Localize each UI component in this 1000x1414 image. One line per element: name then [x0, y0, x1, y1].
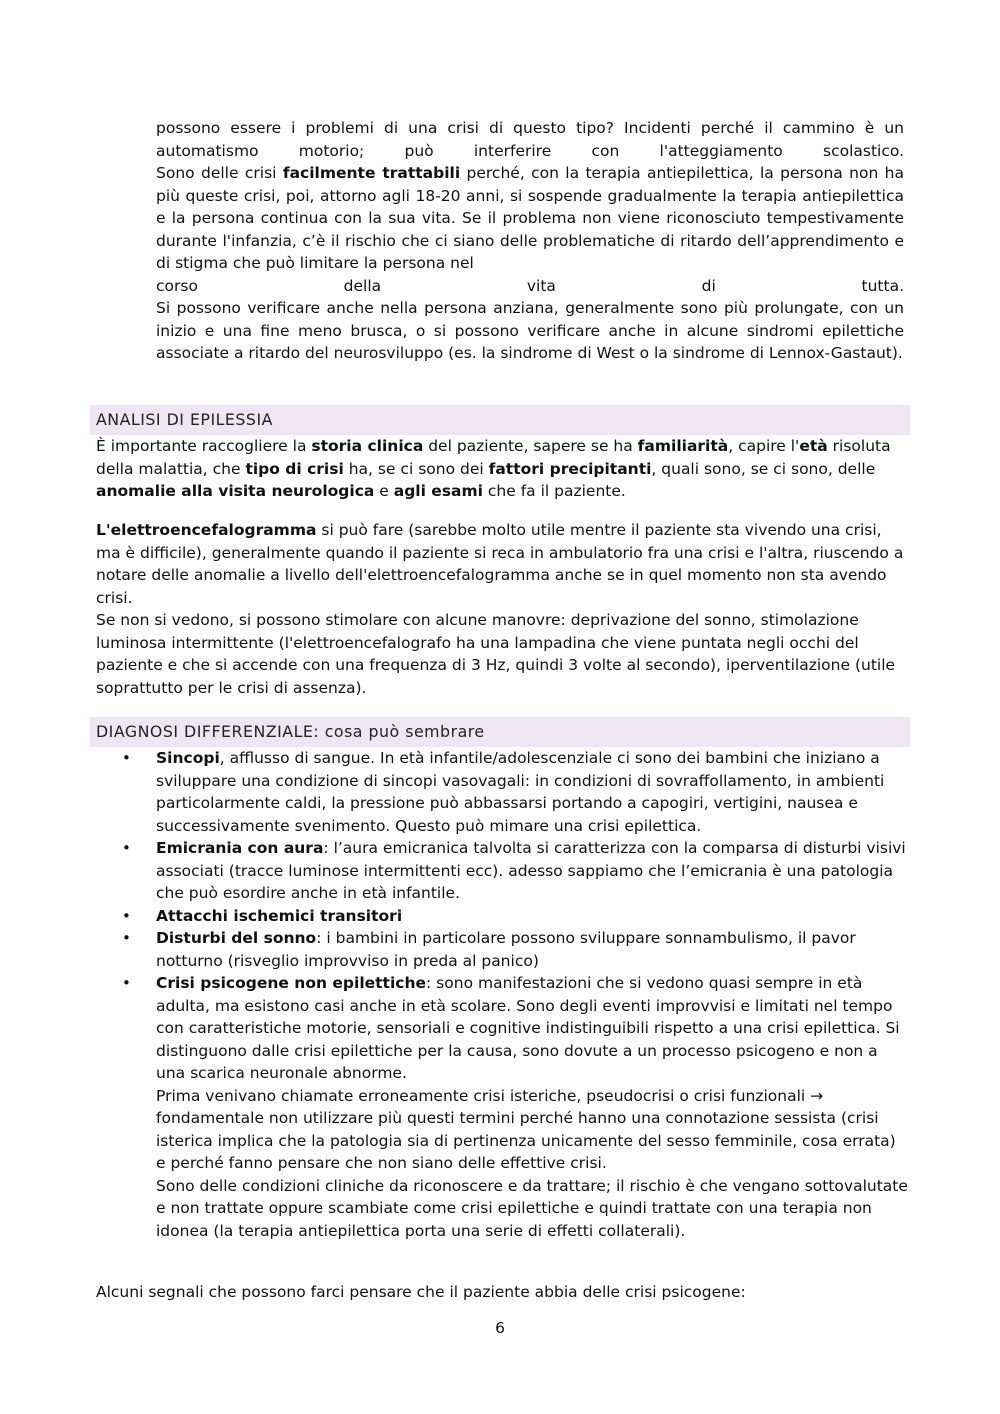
- text-run: risoluta della malattia, che: [96, 437, 891, 478]
- text-run: : i bambini in particolare possono sviluppare sonnambulismo, il pavor notturno (risveglio improvviso in preda al panico): [156, 929, 856, 970]
- list-item-attacchi: [96, 905, 908, 928]
- section-heading-analisi: ANALISI DI EPILESSIA: [90, 405, 910, 435]
- list-item-crisi-psicogene: [96, 972, 908, 1242]
- intro-paragraph-last-line: corso della vita di tutta.: [156, 276, 904, 295]
- text-run: che fa il paziente.: [482, 482, 626, 500]
- text-run: e: [374, 482, 394, 500]
- bold-text: anomalie alla visita neurologica: [96, 482, 375, 500]
- bold-text: storia clinica: [311, 437, 424, 455]
- bullet-icon: •: [122, 906, 131, 925]
- text-run: si può fare (sarebbe molto utile mentre il paziente sta vivendo una crisi, ma è difficile), generalmente quando il paziente si reca in ambulatorio fra una crisi e l'altra, riuscendo a notare delle anomalie a livello dell'elettroencefalogramma anche se in quel momento non sta avendo crisi.: [96, 521, 904, 607]
- bullet-icon: •: [122, 974, 131, 992]
- bold-text: tipo di crisi: [245, 459, 344, 478]
- section-heading-diagnosi: DIAGNOSI DIFFERENZIALE: cosa può sembrare: [90, 717, 910, 747]
- bold-text: L'elettroencefalogramma: [96, 521, 317, 539]
- intro-block: [156, 117, 904, 365]
- text-run: del paziente, sapere se ha: [423, 437, 638, 455]
- analisi-paragraph-stimulation: Se non si vedono, si possono stimolare con alcune manovre: deprivazione del sonno, stimolazione luminosa intermittente (l'elettroencefalografo ha una lampadina che viene puntata negli occhi del paziente e che si accende con una frequenza di 3 Hz, quindi 3 volte al secondo), iperventilazione (utile soprattutto per le crisi di assenza).: [96, 611, 896, 697]
- list-item-extra-paragraph: Prima venivano chiamate erroneamente crisi isteriche, pseudocrisi o crisi funzionali → fondamentale non utilizzare più questi termini perché hanno una connotazione sessista (crisi isterica implica che la patologia sia di pertinenza unicamente del sesso femminile, cosa errata) e perché fanno pensare che non siano delle effettive crisi.: [156, 1086, 896, 1172]
- bullet-icon: •: [122, 839, 131, 857]
- bold-text: familiarità: [637, 437, 729, 455]
- closing-sentence: Alcuni segnali che possono farci pensare che il paziente abbia delle crisi psicogene:: [96, 1283, 746, 1301]
- text-run: , afflusso di sangue. In età infantile/adolescenziale ci sono dei bambini che iniziano a sviluppare una condizione di sincopi vasovagali: in condizioni di sovraffollamento, in ambienti particolarmente caldi, la pressione può abbassarsi portando a capogiri, vertigini, nausea e successivamente svenimento. Questo può mimare una crisi epilettica.: [156, 749, 885, 835]
- list-item-sincopi: [96, 747, 908, 837]
- bold-text: agli esami: [393, 482, 483, 500]
- intro-line-2: automatismo motorio; può interferire con l'atteggiamento scolastico.: [156, 141, 904, 160]
- bold-text: età: [799, 437, 828, 455]
- bullet-icon: •: [122, 749, 131, 767]
- bold-text: Crisi psicogene non epilettiche: [156, 974, 427, 992]
- bold-text: Sincopi: [156, 749, 220, 767]
- text-run: , quali sono, se ci sono, delle: [651, 459, 876, 478]
- list-item-extra-paragraph: Sono delle condizioni cliniche da riconoscere e da trattare; il rischio è che vengano sottovalutate e non trattate oppure scambiate come crisi epilettiche e quindi trattate con una terapia non idonea (la terapia antiepilettica porta una serie di effetti collaterali).: [156, 1176, 908, 1240]
- text-run: , capire l': [728, 437, 800, 455]
- bold-text: fattori precipitanti: [488, 459, 652, 478]
- bold-text: Emicrania con aura: [156, 839, 324, 857]
- bold-text: facilmente trattabili: [282, 164, 461, 182]
- text-run: : l’aura emicranica talvolta si caratterizza con la comparsa di disturbi visivi associati (tracce luminose intermittenti ecc). adesso sappiamo che l’emicrania è una patologia che può esordire anche in età infantile.: [156, 839, 906, 902]
- list-item-emicrania: [96, 837, 908, 905]
- bold-text: Attacchi ischemici transitori: [156, 906, 403, 925]
- differential-list: [96, 747, 908, 1242]
- intro-paragraph-elderly: Si possono verificare anche nella persona anziana, generalmente sono più prolungate, con un inizio e una fine meno brusca, o si possono verificare anche in alcune sindromi epilettiche associate a ritardo del neurosviluppo (es. la sindrome di West o la sindrome di Lennox-Gastaut).: [156, 299, 904, 362]
- page-number: 6: [495, 1319, 505, 1337]
- intro-paragraph-treatable: [156, 162, 904, 275]
- text-run: Sono delle crisi: [156, 164, 283, 182]
- text-run: È importante raccogliere la: [96, 437, 312, 455]
- text-run: perché, con la terapia antiepilettica, la persona non ha più queste crisi, poi, attorno agli 18-20 anni, si sospende gradualmente la terapia antiepilettica e la persona continua con la sua vita. Se il problema non viene riconosciuto tempestivamente durante l'infanzia, c’è il rischio che ci siano delle problematiche di ritardo dell’apprendimento e di stigma che può limitare la persona nel: [156, 164, 904, 272]
- analisi-paragraph-1: [96, 435, 908, 503]
- text-run: ha, se ci sono dei: [343, 459, 489, 478]
- intro-line-1: possono essere i problemi di una crisi di questo tipo? Incidenti perché il cammino è un: [156, 119, 904, 137]
- text-run: : sono manifestazioni che si vedono quasi sempre in età adulta, ma esistono casi anche in età scolare. Sono degli eventi improvvisi e limitati nel tempo con caratteristiche motorie, sensoriali e cognitive indistinguibili rispetto a una crisi epilettica. Si distinguono dalle crisi epilettiche per la causa, sono dovute a un processo psicogeno e non a una scarica neuronale abnorme.: [156, 974, 900, 1082]
- list-item-disturbi-sonno: [96, 927, 908, 972]
- bold-text: Disturbi del sonno: [156, 929, 317, 947]
- analisi-paragraph-eeg: [96, 519, 908, 699]
- bullet-icon: •: [122, 929, 131, 947]
